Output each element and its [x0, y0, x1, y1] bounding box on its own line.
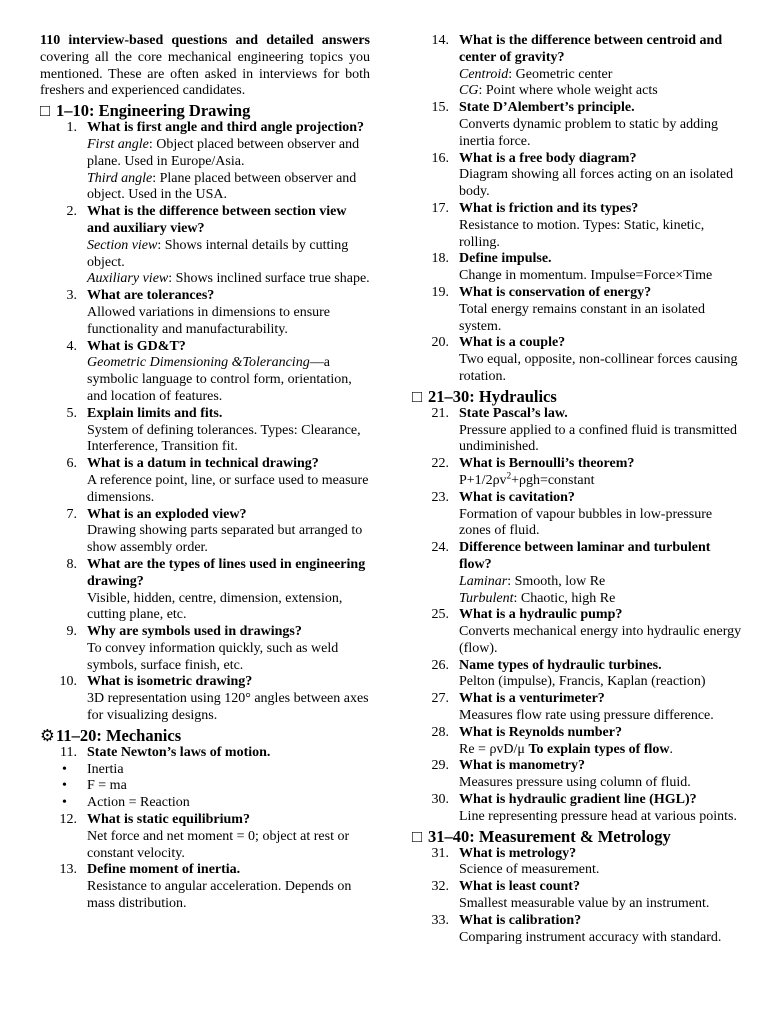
answer-text: .	[669, 741, 674, 757]
intro-paragraph	[40, 33, 370, 100]
answer-term: Centroid	[459, 66, 509, 82]
question-text: What is Bernoulli’s theorem?	[459, 456, 635, 472]
answer-text: Net force and net moment = 0; object at rest or constant velocity.	[87, 828, 350, 861]
section-box-icon: □	[412, 386, 422, 406]
section-title: 1–10: Engineering Drawing	[56, 101, 251, 121]
question-number: 27.	[431, 691, 449, 707]
question-number: 25.	[431, 607, 449, 623]
answer-bold-text: To explain types of flow	[528, 741, 670, 757]
section-title: 31–40: Measurement & Metrology	[428, 826, 671, 846]
question-item	[412, 725, 742, 759]
question-text: What is a datum in technical drawing?	[87, 456, 319, 472]
answer-line	[87, 137, 370, 171]
bullet-icon: •	[62, 778, 67, 794]
question-text: Name types of hydraulic turbines.	[459, 657, 662, 673]
answer-text: Line representing pressure head at various points.	[459, 808, 737, 824]
bullet-text: F = ma	[87, 778, 127, 794]
question-number: 10.	[59, 674, 77, 690]
question-item	[412, 758, 742, 792]
gear-icon: ⚙	[40, 725, 55, 745]
answer-text: Two equal, opposite, non-collinear forces causing rotation.	[459, 352, 738, 384]
question-number: 6.	[66, 456, 77, 472]
question-text: What are the types of lines used in engineering drawing?	[87, 556, 366, 589]
question-text: State D’Alembert’s principle.	[459, 100, 635, 116]
answer-line	[459, 67, 742, 84]
answer-text: Re = ρvD/μ	[459, 741, 529, 757]
left-column	[40, 33, 370, 913]
answer-text: Pressure applied to a confined fluid is transmitted undiminished.	[459, 422, 737, 455]
question-number: 23.	[431, 489, 449, 505]
bullet-icon: •	[62, 761, 67, 777]
question-text: What is static equilibrium?	[87, 812, 250, 828]
question-number: 28.	[431, 724, 449, 740]
question-text: What is conservation of energy?	[459, 284, 652, 300]
question-number: 30.	[431, 792, 449, 808]
answer-text: To convey information quickly, such as weld symbols, surface finish, etc.	[87, 640, 339, 673]
question-number: 18.	[431, 251, 449, 267]
answer-line	[87, 355, 370, 405]
question-text: State Newton’s laws of motion.	[87, 744, 271, 760]
question-number: 4.	[66, 338, 77, 354]
question-text: Why are symbols used in drawings?	[87, 624, 302, 640]
answer-text: : Shows inclined surface true shape.	[168, 271, 370, 287]
answer-term: Turbulent	[459, 590, 514, 606]
answer-text: Measures pressure using column of fluid.	[459, 775, 691, 791]
answer-line	[87, 171, 370, 205]
answer-term: First angle	[87, 136, 149, 152]
question-item	[40, 624, 370, 674]
intro-bold: 110 interview-based questions and detailed answers	[40, 33, 370, 48]
bullet-item	[40, 795, 370, 812]
question-text: What is cavitation?	[459, 489, 575, 505]
question-text: Difference between laminar and turbulent flow?	[459, 540, 711, 572]
answer-line	[87, 271, 370, 288]
question-text: What is Reynolds number?	[459, 724, 622, 740]
question-number: 1.	[66, 120, 77, 136]
section-heading-mechanics	[40, 726, 370, 745]
answer-text: Science of measurement.	[459, 862, 600, 878]
question-item	[412, 456, 742, 490]
question-number: 13.	[59, 862, 77, 878]
answer-line	[459, 742, 742, 759]
question-item	[412, 490, 742, 540]
answer-text: : Plane placed between observer and object. Used in the USA.	[87, 170, 357, 203]
answer-text: Change in momentum. Impulse=Force×Time	[459, 268, 713, 284]
question-text: Define moment of inertia.	[87, 862, 241, 878]
question-item	[412, 691, 742, 725]
question-number: 20.	[431, 335, 449, 351]
question-text: What is GD&T?	[87, 338, 186, 354]
question-text: Define impulse.	[459, 251, 552, 267]
answer-formula	[459, 470, 742, 490]
intro-rest: covering all the core mechanical engineering topics you mentioned. These are often asked in interviews for both freshers and experienced candidates.	[40, 49, 370, 99]
question-item	[40, 204, 370, 288]
question-item	[40, 745, 370, 762]
question-number: 16.	[431, 150, 449, 166]
bullet-icon: •	[62, 795, 67, 811]
question-number: 17.	[431, 200, 449, 216]
question-number: 8.	[66, 556, 77, 572]
question-item	[412, 201, 742, 251]
question-text: What is first angle and third angle projection?	[87, 120, 365, 136]
question-text: What is a free body diagram?	[459, 150, 637, 166]
answer-term: Auxiliary view	[87, 271, 169, 287]
answer-text: Smallest measurable value by an instrument.	[459, 896, 710, 912]
answer-term: Geometric Dimensioning &Tolerancing	[87, 355, 310, 371]
question-item	[412, 335, 742, 385]
question-item	[412, 251, 742, 285]
bullet-list	[40, 762, 370, 812]
answer-text: Measures flow rate using pressure difference.	[459, 708, 714, 724]
question-text: What is metrology?	[459, 845, 577, 861]
answer-term: Laminar	[459, 573, 508, 589]
question-number: 7.	[66, 506, 77, 522]
question-item	[412, 879, 742, 913]
question-item	[412, 540, 742, 607]
bullet-item	[40, 762, 370, 779]
question-number: 15.	[431, 100, 449, 116]
question-item	[412, 846, 742, 880]
answer-text: Total energy remains constant in an isolated system.	[459, 301, 706, 334]
question-number: 3.	[66, 288, 77, 304]
question-item	[40, 862, 370, 912]
question-text: What is friction and its types?	[459, 200, 639, 216]
question-text: What are tolerances?	[87, 288, 215, 304]
question-item	[412, 792, 742, 826]
question-item	[40, 674, 370, 724]
question-item	[40, 120, 370, 204]
formula-part: P+1/2ρv	[459, 472, 507, 488]
answer-line	[459, 574, 742, 591]
question-number: 19.	[431, 284, 449, 300]
question-number: 12.	[59, 812, 77, 828]
section-heading-hydraulics	[412, 387, 742, 406]
answer-term: CG	[459, 83, 479, 99]
formula-part: +ρgh=constant	[511, 472, 595, 488]
answer-text: Formation of vapour bubbles in low-pressure zones of fluid.	[459, 506, 713, 539]
question-item	[40, 406, 370, 456]
question-item	[40, 557, 370, 624]
answer-text: Comparing instrument accuracy with standard.	[459, 929, 722, 945]
bullet-text: Inertia	[87, 761, 124, 777]
formula-exponent: 2	[506, 470, 512, 481]
section-heading-measurement-metrology	[412, 827, 742, 846]
section-title: 11–20: Mechanics	[56, 725, 182, 745]
answer-term: Section view	[87, 237, 158, 253]
question-item	[412, 100, 742, 150]
bullet-text: Action = Reaction	[87, 795, 190, 811]
question-text: What is calibration?	[459, 912, 582, 928]
question-number: 22.	[431, 456, 449, 472]
answer-text: Converts mechanical energy into hydraulic energy (flow).	[459, 624, 742, 656]
question-number: 14.	[431, 33, 449, 48]
question-item	[40, 812, 370, 862]
question-item	[412, 285, 742, 335]
question-number: 32.	[431, 879, 449, 895]
question-item	[40, 456, 370, 506]
question-text: What is the difference between section view and auxiliary view?	[87, 204, 347, 236]
question-text: State Pascal’s law.	[459, 405, 568, 421]
answer-text: Diagram showing all forces acting on an isolated body.	[459, 167, 734, 200]
question-item	[40, 507, 370, 557]
question-text: What is least count?	[459, 879, 580, 895]
question-text: What is a couple?	[459, 335, 566, 351]
answer-text: Visible, hidden, centre, dimension, extension, cutting plane, etc.	[87, 590, 343, 623]
question-text: What is the difference between centroid and center of gravity?	[459, 33, 723, 65]
question-text: What is a venturimeter?	[459, 691, 605, 707]
question-item	[40, 339, 370, 406]
answer-text: : Point where whole weight acts	[478, 83, 658, 99]
section-title: 21–30: Hydraulics	[428, 386, 557, 406]
answer-text: Pelton (impulse), Francis, Kaplan (reaction)	[459, 674, 706, 690]
question-number: 26.	[431, 657, 449, 673]
answer-text: Drawing showing parts separated but arranged to show assembly order.	[87, 523, 363, 556]
question-number: 5.	[66, 405, 77, 421]
answer-text: : Object placed between observer and plane. Used in Europe/Asia.	[87, 136, 360, 169]
question-item	[40, 288, 370, 338]
question-text: What is an exploded view?	[87, 506, 247, 522]
question-text: What is isometric drawing?	[87, 674, 253, 690]
question-text: What is a hydraulic pump?	[459, 607, 623, 623]
answer-text: Converts dynamic problem to static by adding inertia force.	[459, 116, 718, 149]
answer-text: Allowed variations in dimensions to ensure functionality and manufacturability.	[87, 304, 331, 337]
answer-text: : Geometric center	[508, 66, 613, 82]
answer-text: : Shows internal details by cutting object.	[87, 237, 349, 270]
question-item	[412, 33, 742, 100]
answer-text: : Smooth, low Re	[507, 573, 606, 589]
question-number: 33.	[431, 912, 449, 928]
section-heading-engineering-drawing	[40, 101, 370, 120]
answer-text: : Chaotic, high Re	[513, 590, 616, 606]
answer-text: System of defining tolerances. Types: Clearance, Interference, Transition fit.	[87, 422, 361, 455]
answer-text: A reference point, line, or surface used to measure dimensions.	[87, 472, 369, 505]
answer-line	[459, 591, 742, 608]
question-text: What is hydraulic gradient line (HGL)?	[459, 792, 697, 808]
answer-text: Resistance to motion. Types: Static, kinetic, rolling.	[459, 217, 705, 250]
question-number: 21.	[431, 405, 449, 421]
question-item	[412, 406, 742, 456]
answer-text: 3D representation using 120° angles between axes for visualizing designs.	[87, 691, 369, 724]
answer-text: Resistance to angular acceleration. Depends on mass distribution.	[87, 879, 352, 912]
bullet-item	[40, 778, 370, 795]
answer-line	[87, 238, 370, 272]
question-item	[412, 607, 742, 657]
answer-term: Third angle	[87, 170, 153, 186]
question-number: 31.	[431, 845, 449, 861]
question-text: What is manometry?	[459, 758, 585, 774]
question-number: 24.	[431, 540, 449, 556]
question-item	[412, 151, 742, 201]
question-text: Explain limits and fits.	[87, 405, 223, 421]
section-box-icon: □	[40, 101, 50, 121]
section-box-icon: □	[412, 826, 422, 846]
right-column	[412, 33, 742, 946]
question-number: 2.	[66, 204, 77, 220]
question-number: 9.	[66, 624, 77, 640]
answer-line	[459, 83, 742, 100]
question-item	[412, 658, 742, 692]
question-number: 11.	[60, 744, 77, 760]
question-number: 29.	[431, 758, 449, 774]
answer-text: —a symbolic language to control form, orientation, and location of features.	[87, 355, 352, 404]
question-item	[412, 913, 742, 947]
